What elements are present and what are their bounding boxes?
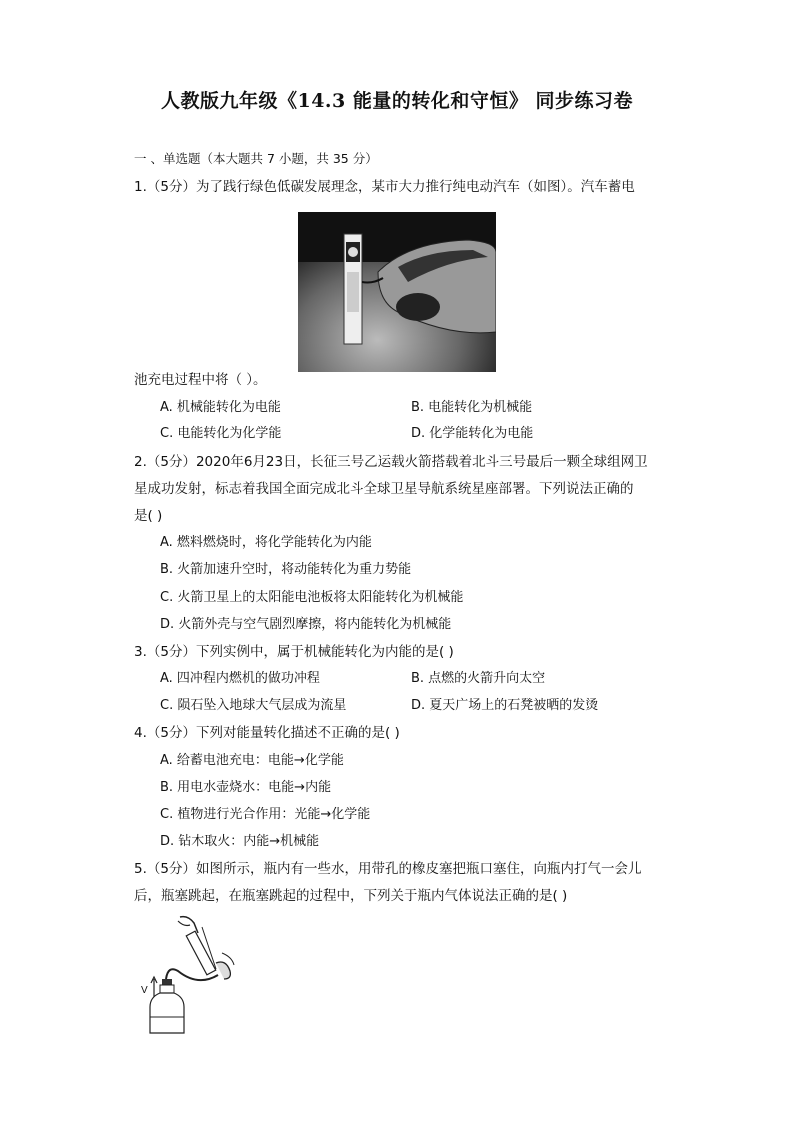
- velocity-label: V: [141, 985, 148, 996]
- q3-option-a[interactable]: A. 四冲程内燃机的做功冲程: [160, 671, 320, 686]
- question-5-text-cont: 后，瓶塞跳起，在瓶塞跳起的过程中，下列关于瓶内气体说法正确的是( ): [134, 888, 568, 904]
- electric-car-charging-photo: [298, 212, 496, 372]
- q4-option-c[interactable]: C. 植物进行光合作用：光能→化学能: [160, 807, 371, 822]
- q3-option-b[interactable]: B. 点燃的火箭升向太空: [411, 671, 546, 686]
- question-2-text-cont: 星成功发射，标志着我国全面完成北斗全球卫星导航系统星座部署。下列说法正确的: [134, 481, 634, 497]
- q4-option-b[interactable]: B. 用电水壶烧水：电能→内能: [160, 780, 332, 795]
- question-2-text: 2.（5分）2020年6月23日，长征三号乙运载火箭搭载着北斗三号最后一颗全球组网卫: [134, 454, 648, 470]
- question-1-text: 1.（5分）为了践行绿色低碳发展理念，某市大力推行纯电动汽车（如图）。汽车蓄电: [134, 179, 635, 195]
- section-heading: 一 、单选题（本大题共 7 小题，共 35 分）: [134, 151, 378, 166]
- bottle-pump-diagram: [138, 913, 250, 1038]
- q2-option-b[interactable]: B. 火箭加速升空时，将动能转化为重力势能: [160, 562, 412, 577]
- question-5-text: 5.（5分）如图所示，瓶内有一些水，用带孔的橡皮塞把瓶口塞住，向瓶内打气一会儿: [134, 861, 642, 877]
- q1-option-a[interactable]: A. 机械能转化为电能: [160, 400, 281, 415]
- q1-option-b[interactable]: B. 电能转化为机械能: [411, 400, 533, 415]
- q3-option-d[interactable]: D. 夏天广场上的石凳被晒的发烫: [411, 698, 599, 713]
- q4-option-d[interactable]: D. 钻木取火：内能→机械能: [160, 834, 320, 849]
- q1-option-d[interactable]: D. 化学能转化为电能: [411, 426, 534, 441]
- q4-option-a[interactable]: A. 给蓄电池充电：电能→化学能: [160, 753, 344, 768]
- question-4-text: 4.（5分）下列对能量转化描述不正确的是( ): [134, 725, 400, 741]
- q1-option-c[interactable]: C. 电能转化为化学能: [160, 426, 282, 441]
- question-3-text: 3.（5分）下列实例中，属于机械能转化为内能的是( ): [134, 644, 454, 660]
- q2-option-c[interactable]: C. 火箭卫星上的太阳能电池板将太阳能转化为机械能: [160, 590, 464, 605]
- q2-option-a[interactable]: A. 燃料燃烧时，将化学能转化为内能: [160, 535, 372, 550]
- page-title: 人教版九年级《14.3 能量的转化和守恒》 同步练习卷: [160, 90, 633, 112]
- q2-option-d[interactable]: D. 火箭外壳与空气剧烈摩擦，将内能转化为机械能: [160, 617, 452, 632]
- question-1-text-cont: 池充电过程中将（ ）。: [134, 372, 267, 388]
- question-2-text-end: 是( ): [134, 508, 163, 524]
- q3-option-c[interactable]: C. 陨石坠入地球大气层成为流星: [160, 698, 347, 713]
